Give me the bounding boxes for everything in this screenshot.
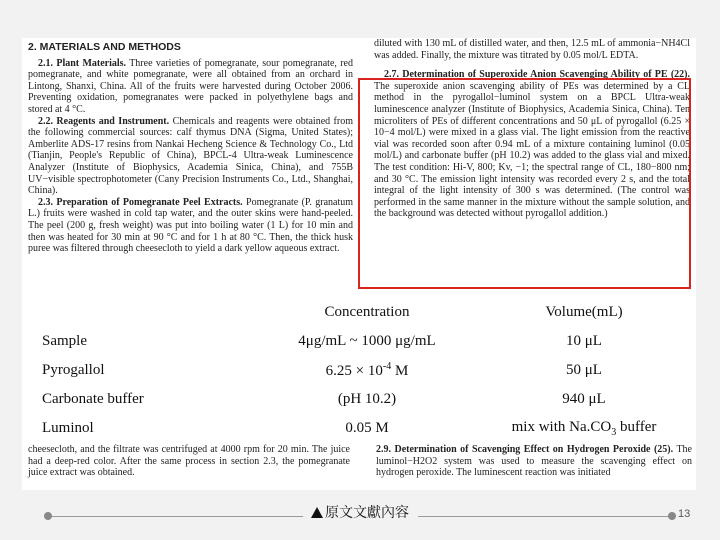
- footer-title: 原文文獻內容: [0, 502, 720, 522]
- right-top-text: diluted with 130 mL of distilled water, and then, 12.5 mL of ammonia−NH4Cl was added. Finally, the mixture was titrated by 0.05 mol/L EDTA.: [374, 38, 690, 61]
- section-2-1: 2.1. Plant Materials. Three varieties of pomegranate, sour pomegranate, red pomegranate, and white pomegranate, were all obtained from an orchard in Lintong, Shanxi, China. All of the fruits were harvested during October 2006. Preventing oxidation, pomegranates were packed in polyethylene bags and stored at 4 °C.: [28, 57, 353, 115]
- table-header-row: [34, 298, 686, 327]
- table-row: [34, 356, 686, 385]
- table-header-cell: Concentration: [324, 304, 410, 320]
- table-cell: 940 μL: [562, 391, 606, 407]
- footer-bullet-right: [668, 512, 676, 520]
- reagent-table: [34, 298, 686, 446]
- table-cell: $6.25 \times 10^{-4}$ M: [325, 361, 409, 379]
- section-heading: 2. MATERIALS AND METHODS: [28, 41, 181, 53]
- table-cell: Pyrogallol: [42, 362, 105, 378]
- left-column: [28, 38, 353, 255]
- section-2-2: 2.2. Reagents and Instrument. Chemicals and reagents were obtained from the following commercial sources: calf thymus DNA (Sigma, United States); Amberlite ADS-17 resins from Nankai Hecheng Science & Technology Co., Ltd (Tianjin, People's Republic of China), BPCL-4 Ultra-weak Luminescence Analyzer (Institute of Biophysics, Academia Sinica, China), and 755B UV−visible spectrophotometer (Cany Precision Instruments Co., Ltd., Shanghai, China).: [28, 115, 353, 197]
- table-cell: 50 μL: [566, 362, 602, 378]
- table-header-cell: [34, 298, 252, 327]
- table-cell: (pH 10.2): [337, 391, 397, 407]
- document-bottom-text: [28, 444, 692, 479]
- footer-divider-right: [418, 516, 670, 517]
- highlight-box: [358, 78, 691, 289]
- page-number: 13: [678, 508, 691, 520]
- table-row: [34, 414, 686, 443]
- table-cell: Sample: [42, 333, 87, 349]
- table-header-cell: Volume(mL): [545, 304, 623, 320]
- table-row: [34, 327, 686, 356]
- table-cell: 0.05 M: [345, 420, 389, 436]
- table-row: [34, 385, 686, 414]
- table-cell: mix with $Na.CO_3$ buffer: [511, 419, 657, 438]
- triangle-icon: [311, 507, 323, 518]
- section-2-3: 2.3. Preparation of Pomegranate Peel Extracts. Pomegranate (P. granatum L.) fruits were washed in cold tap water, and the outer skins were hand-peeled. The peel (200 g, fresh weight) was put into boiling water (1 L) for 10 min and then was heated for 30 min at 90 °C and for 1 h at 80 °C. Then, the thick husk puree was filtered through cheesecloth to yield a dark yellow aqueous extract.: [28, 196, 354, 255]
- section-2-9: 2.9. Determination of Scavenging Effect on Hydrogen Peroxide (25). The luminol−H2O2 system was used to measure the scavenging effect on hydrogen peroxide. The luminescent reaction was initiated: [376, 444, 692, 479]
- bottom-left-text: cheesecloth, and the filtrate was centrifuged at 4000 rpm for 20 min. The juice had a deep-red color. After the same process in section 2.3, the pomegranate juice extract was obtained.: [28, 444, 350, 479]
- table-cell: Carbonate buffer: [42, 391, 144, 407]
- table-cell: Luminol: [42, 420, 94, 436]
- section-2-7: 2.7. Determination of Superoxide Anion Scavenging Ability of PE (22). The superoxide anion scavenging ability of PEs was determined by a CL method in the pyrogallol−luminol system on a BPCL Ultra-weak luminescence analyzer (Institute of Biophysics, Academia Sinica, China). Ten microliters of PEs of different concentrations and 50 μL of pyrogallol (6.25 × 10−4 mol/L) were mixed in a glass vial. The light emission from the reactive vial was recorded soon after 0.94 mL of a mixture containing luminol (0.05 mol/L) and carbonate buffer (pH 10.2) was added to the glass vial and mixed. The test condition: Hi-V, 800; Kv, −1; the spectral range of CL, 180−800 nm; and 30 °C. The emission light intensity was recorded every 2 s, and the total integral of the light intensity of 300 s was determined. (The control was performed in the same manner in the mixture without the sample solution, and the background was detected without pyrogallol addition.): [374, 69, 690, 220]
- table-cell: 4μg/mL ~ 1000 μg/mL: [298, 333, 436, 349]
- table-cell: 10 μL: [566, 333, 602, 349]
